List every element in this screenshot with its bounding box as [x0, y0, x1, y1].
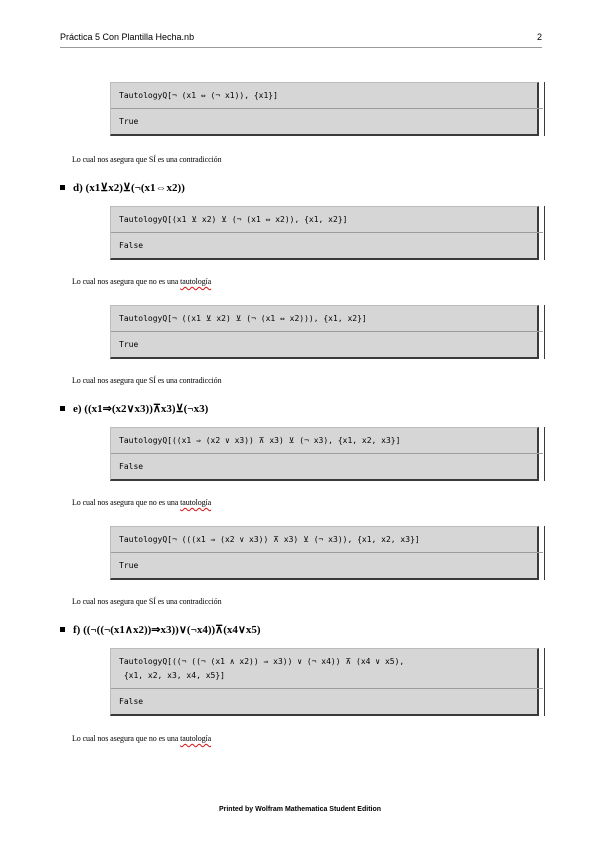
notebook-cell[interactable] [110, 526, 539, 580]
note-text: Lo cual nos asegura que SÍ es una contradicción [72, 597, 222, 606]
section-bullet-icon [60, 627, 65, 632]
note-text: Lo cual nos asegura que SÍ es una contradicción [72, 376, 222, 385]
input-cell[interactable]: TautologyQ[¬ ((x1 ⊻ x2) ⊻ (¬ (x1 ⇔ x2))), {x1, x2}] [119, 314, 367, 323]
output-cell: True [119, 340, 139, 349]
input-cell[interactable]: TautologyQ[((¬ ((¬ (x1 ∧ x2)) ⇒ x3)) ∨ (¬ x4)) ⊼ (x4 ∨ x5), {x1, x2, x3, x4, x5}] [119, 657, 405, 680]
page-header [60, 32, 542, 48]
note-prefix: Lo cual nos asegura que no es una [72, 498, 181, 507]
input-cell[interactable]: TautologyQ[(x1 ⊻ x2) ⊻ (¬ (x1 ⇔ x2)), {x1, x2}] [119, 215, 348, 224]
section-bullet-icon [60, 406, 65, 411]
heading-text: e) ((x1⇒(x2∨x3))⊼x3)⊻(¬x3) [73, 403, 209, 415]
input-cell[interactable]: TautologyQ[¬ (x1 ⇔ (¬ x1)), {x1}] [119, 91, 278, 100]
notebook-cell[interactable] [110, 206, 539, 260]
page-number: 2 [536, 32, 542, 42]
notebook-cell[interactable] [110, 305, 539, 359]
output-cell: False [119, 462, 144, 471]
input-cell[interactable]: TautologyQ[¬ (((x1 ⇒ (x2 ∨ x3)) ⊼ x3) ⊻ (¬ x3)), {x1, x2, x3}] [119, 535, 420, 544]
note-prefix: Lo cual nos asegura que no es una [72, 734, 181, 743]
notebook-cell[interactable] [110, 648, 539, 716]
output-cell: True [119, 561, 139, 570]
print-footer: Printed by Wolfram Mathematica Student Edition [218, 806, 382, 813]
notebook-title: Práctica 5 Con Plantilla Hecha.nb [60, 32, 195, 42]
note-text [72, 734, 211, 743]
note-text [72, 498, 211, 507]
misspelled-word: tautología [180, 277, 212, 286]
section-heading-d [60, 181, 185, 194]
notebook-cell[interactable] [110, 427, 539, 481]
section-heading-f [60, 623, 261, 636]
note-prefix: Lo cual nos asegura que no es una [72, 277, 181, 286]
heading-text: f) ((¬((¬(x1∧x2))⇒x3))∨(¬x4))⊼(x4∨x5) [73, 624, 261, 636]
misspelled-word: tautología [180, 498, 212, 507]
output-cell: True [119, 117, 139, 126]
output-cell: False [119, 697, 144, 706]
note-text: Lo cual nos asegura que SÍ es una contradicción [72, 155, 222, 164]
input-cell[interactable]: TautologyQ[((x1 ⇒ (x2 ∨ x3)) ⊼ x3) ⊻ (¬ x3), {x1, x2, x3}] [119, 436, 401, 445]
section-heading-e [60, 402, 208, 415]
output-cell: False [119, 241, 144, 250]
heading-text: d) (x1⊻x2)⊻(¬(x1⇔x2)) [73, 182, 185, 194]
note-text [72, 277, 211, 286]
notebook-cell[interactable] [110, 82, 539, 136]
section-bullet-icon [60, 185, 65, 190]
misspelled-word: tautología [180, 734, 212, 743]
